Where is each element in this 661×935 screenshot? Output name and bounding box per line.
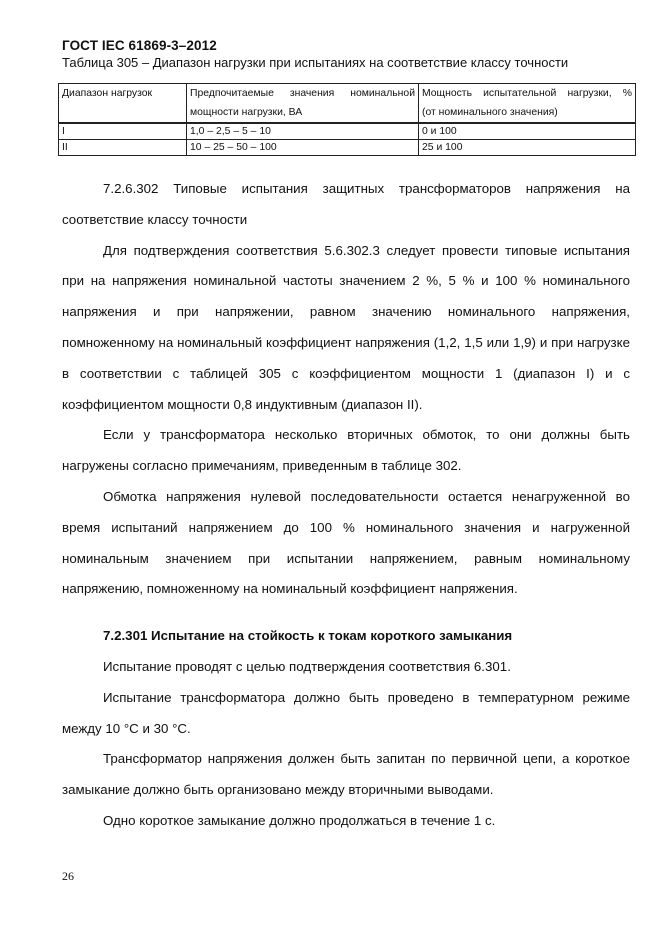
paragraph: Одно короткое замыкание должно продолжаться в течение 1 с. xyxy=(103,812,496,828)
column-header-test-load xyxy=(419,84,636,124)
paragraph: Обмотка напряжения нулевой последовательности остается ненагруженной во время испытаний напряжением до 100 % номинального значения и нагруженной номинальным значением при испытании напряжением, равным номинальному напряжению, помноженному на номинальный коэффициент напряжения. xyxy=(62,488,630,597)
table-cell: I xyxy=(59,123,187,140)
column-header-text: Предпочитаемые значения номинальной xyxy=(190,88,415,99)
standard-code: ГОСТ IEC 61869-3–2012 xyxy=(62,38,217,53)
paragraph: Для подтверждения соответствия 5.6.302.3 следует провести типовые испытания при на напряжения номинальной частоты значением 2 %, 5 % и 100 % номинального напряжения и при напряжении, равном значению номинального напряжения, помноженному на номинальный коэффициент напряжения (1,2, 1,5 или 1,9) и при нагрузке в соответствии с таблицей 305 с коэффициентом мощности 1 (диапазон I) и с коэффициентом мощности 0,8 индуктивным (диапазон II). xyxy=(62,242,630,412)
paragraph: Испытание трансформатора должно быть проведено в температурном режиме между 10 °С и 30 °С. xyxy=(62,689,630,736)
paragraph: Трансформатор напряжения должен быть запитан по первичной цепи, а короткое замыкание должно быть организовано между вторичными выводами. xyxy=(62,751,630,798)
column-header-rated-power xyxy=(187,84,419,124)
table-cell: II xyxy=(59,140,187,156)
table-header-row xyxy=(59,84,636,124)
table-row xyxy=(59,140,636,156)
table-cell: 10 – 25 – 50 – 100 xyxy=(187,140,419,156)
page-number: 26 xyxy=(62,869,74,883)
table-cell: 0 и 100 xyxy=(419,123,636,140)
section-heading-paragraph: 7.2.6.302 Типовые испытания защитных трансформаторов напряжения на соответствие классу точности xyxy=(62,181,630,227)
table-row xyxy=(59,123,636,140)
column-header-load-range xyxy=(59,84,187,124)
spacer xyxy=(62,605,630,621)
table-cell: 25 и 100 xyxy=(419,140,636,156)
column-header-text: Диапазон нагрузок xyxy=(62,88,153,99)
paragraph: Если у трансформатора несколько вторичных обмоток, то они должны быть нагружены согласно примечаниям, приведенным в таблице 302. xyxy=(62,427,630,474)
load-range-table xyxy=(58,83,636,156)
section-heading: 7.2.301 Испытание на стойкость к токам короткого замыкания xyxy=(103,628,513,644)
column-header-text-line2: мощности нагрузки, ВА xyxy=(190,107,303,118)
body-text xyxy=(62,174,630,837)
column-header-text-line2: (от номинального значения) xyxy=(422,107,558,118)
table-caption: Таблица 305 – Диапазон нагрузки при испытаниях на соответствие классу точности xyxy=(62,55,569,70)
table-cell: 1,0 – 2,5 – 5 – 10 xyxy=(187,123,419,140)
paragraph: Испытание проводят с целью подтверждения соответствия 6.301. xyxy=(103,658,511,674)
column-header-text: Мощность испытательной нагрузки, % xyxy=(422,88,632,99)
